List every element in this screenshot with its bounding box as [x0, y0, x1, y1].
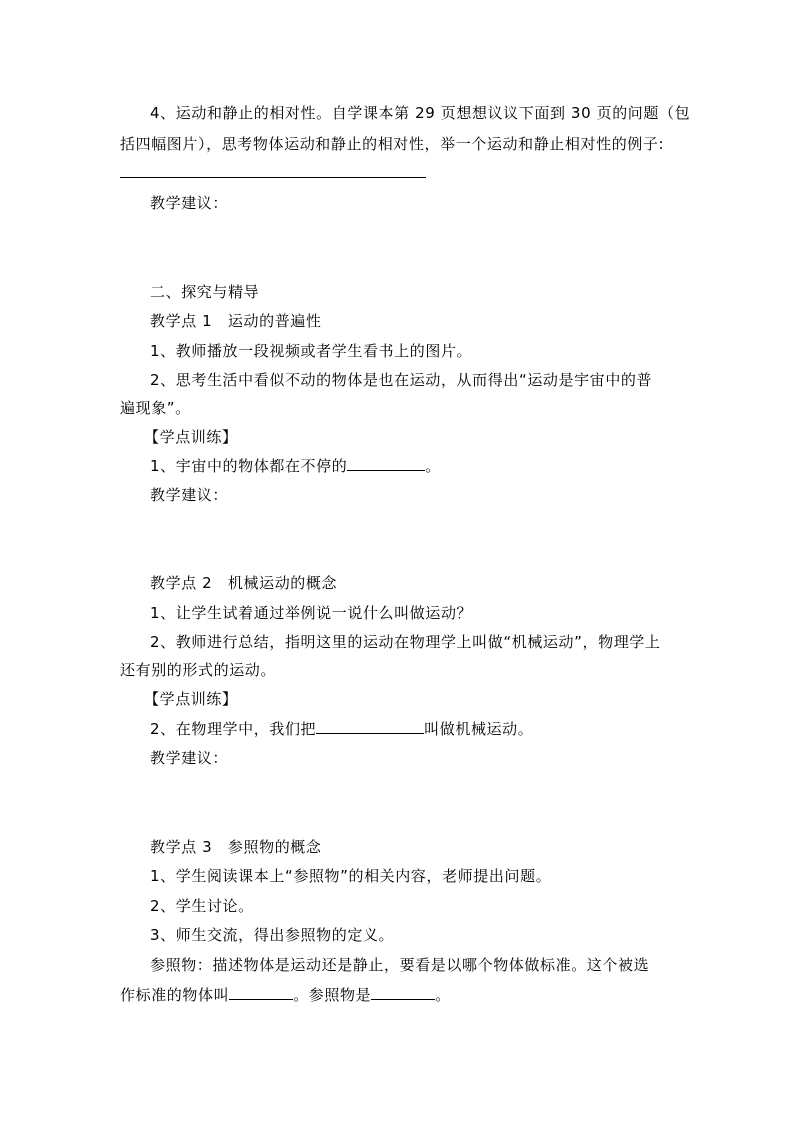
teaching-suggestion-2: 教学建议：: [150, 486, 229, 504]
reference-definition-line-1: 参照物：描述物体是运动还是静止，要看是以哪个物体做标准。这个被选: [150, 956, 650, 974]
point-2-item-2-line-1: 2、教师进行总结，指明这里的运动在物理学上叫做“机械运动”，物理学上: [150, 633, 661, 651]
q2-prefix: 2、在物理学中，我们把: [150, 720, 317, 738]
point-1-item-1: 1、教师播放一段视频或者学生看书上的图片。: [150, 342, 473, 360]
point-2-item-1: 1、让学生试着通过举例说一说什么叫做运动？: [150, 604, 473, 622]
point-1-question: [150, 456, 441, 476]
def-blank-1: [229, 985, 293, 1000]
reference-definition-line-2: [120, 985, 451, 1005]
teaching-suggestion-3: 教学建议：: [150, 749, 229, 767]
point-1-training: 【学点训练】: [144, 428, 238, 446]
def-blank-2: [371, 985, 435, 1000]
paragraph-4-line-2: 括四幅图片），思考物体运动和静止的相对性，举一个运动和静止相对性的例子:: [120, 135, 665, 153]
point-2-training: 【学点训练】: [144, 690, 238, 708]
point-3-title: 教学点 3 参照物的概念: [150, 838, 322, 856]
q1-prefix: 1、宇宙中的物体都在不停的: [150, 457, 348, 475]
point-1-item-2-line-2: 遍现象”。: [120, 399, 191, 417]
teaching-suggestion-1: 教学建议：: [150, 194, 229, 212]
paragraph-4-line-1: 4、运动和静止的相对性。自学课本第 29 页想想议议下面到 30 页的问题（包: [150, 104, 691, 122]
answer-blank-line: [120, 177, 426, 178]
q2-suffix: 叫做机械运动。: [424, 720, 534, 738]
section-heading: 二、探究与精导: [150, 283, 260, 301]
point-3-item-3: 3、师生交流，得出参照物的定义。: [150, 926, 395, 944]
def-prefix: 作标准的物体叫: [120, 986, 230, 1004]
def-suffix: 。: [435, 986, 451, 1004]
point-1-title: 教学点 1 运动的普遍性: [150, 312, 322, 330]
point-2-item-2-line-2: 还有别的形式的运动。: [120, 661, 277, 679]
point-2-question: [150, 719, 533, 739]
point-1-item-2-line-1: 2、思考生活中看似不动的物体是也在运动，从而得出“运动是宇宙中的普: [150, 371, 653, 389]
point-2-title: 教学点 2 机械运动的概念: [150, 574, 338, 592]
def-mid: 。参照物是: [293, 986, 372, 1004]
point-3-item-1: 1、学生阅读课本上“参照物”的相关内容，老师提出问题。: [150, 867, 552, 885]
point-3-item-2: 2、学生讨论。: [150, 897, 254, 915]
q1-blank: [347, 456, 425, 471]
q2-blank: [316, 719, 424, 734]
q1-suffix: 。: [425, 457, 441, 475]
